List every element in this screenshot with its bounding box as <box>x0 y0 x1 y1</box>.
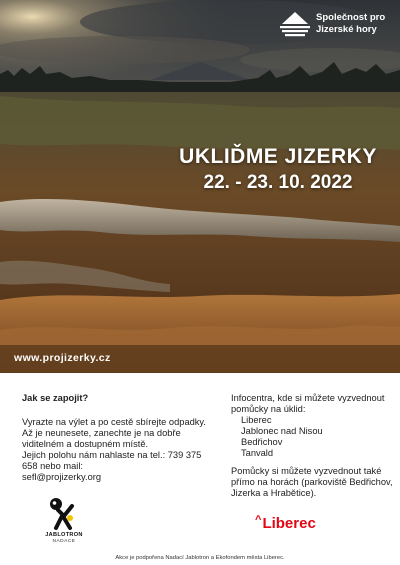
organization-name <box>316 12 385 36</box>
footer-note: Akce je podpořena Nadací Jablotron a Ekofondem města Liberec. <box>115 555 285 561</box>
list-item: Liberec <box>241 415 272 425</box>
jablotron-name: JABLOTRON <box>45 532 83 538</box>
list-item: Jablonec nad Nisou <box>241 426 323 436</box>
mountain-stripes-icon <box>278 10 312 40</box>
list-item: Tanvald <box>241 448 274 458</box>
event-dates: 22. - 23. 10. 2022 <box>203 172 353 193</box>
organization-name-line1: Společnost pro <box>316 12 386 23</box>
jablotron-logo <box>40 496 88 550</box>
jablotron-subtitle: NADACE <box>52 539 76 544</box>
how-to-join-section <box>22 393 207 483</box>
jablotron-figure-icon <box>40 496 88 532</box>
how-to-join-heading: Jak se zapojit? <box>22 393 89 403</box>
liberec-caret-icon: ^ <box>255 514 262 526</box>
website-link[interactable]: www.projizerky.cz <box>14 352 111 364</box>
info-centers-list <box>231 415 396 459</box>
how-to-join-text: Vyrazte na výlet a po cestě sbírejte odpadky. Až je neunesete, zanechte je na dobře viditelném a dostupném místě. <box>22 417 206 449</box>
event-headline <box>160 144 396 195</box>
report-instructions: Jejich polohu nám nahlaste na tel.: 739 375 658 nebo mail: <box>22 450 202 471</box>
liberec-name: Liberec <box>262 515 316 532</box>
list-item: Bedřichov <box>241 437 283 447</box>
contact-email[interactable]: sefl@projizerky.org <box>22 472 102 482</box>
info-centers-section <box>231 393 396 499</box>
event-title: UKLIĎME JIZERKY <box>179 145 377 168</box>
organization-logo[interactable] <box>276 8 396 44</box>
liberec-logo <box>255 515 316 532</box>
pickup-note: Pomůcky si můžete vyzvednout také přímo na horách (parkoviště Bedřichov, Jizerka a Hrabětice). <box>231 466 393 498</box>
organization-name-line2: Jizerské hory <box>316 24 377 35</box>
info-centers-intro: Infocentra, kde si můžete vyzvednout pomůcky na úklid: <box>231 393 385 414</box>
